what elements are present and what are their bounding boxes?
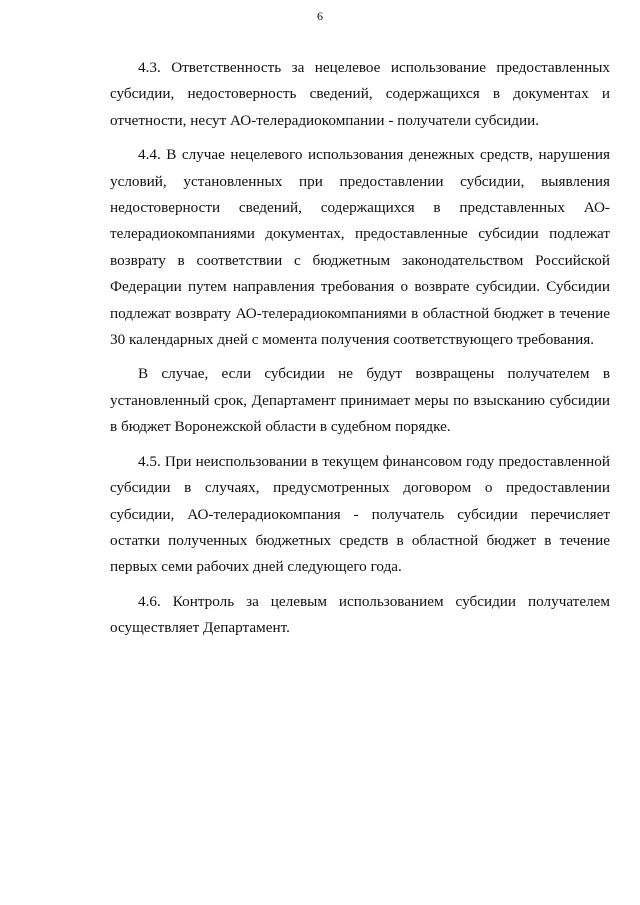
paragraph-4-4-continuation: В случае, если субсидии не будут возвращены получателем в установленный срок, Департамент принимает меры по взысканию субсидии в бюджет Воронежской области в судебном порядке. [110,365,610,436]
paragraph-4-3: 4.3. Ответственность за нецелевое использование предоставленных субсидии, недостоверность сведений, содержащихся в документах и отчетности, несут АО-телерадиокомпании - получатели субсидии. [110,59,610,129]
document-body [110,55,610,650]
paragraph-4-5: 4.5. При неиспользовании в текущем финансовом году предоставленной субсидии в случаях, предусмотренных договором о предоставлении субсидии, АО-телерадиокомпания - получатель субсидии перечисляет остатки полученных бюджетных средств в областной бюджет в течение первых семи рабочих дней следующего года. [110,452,610,576]
page-number: 6 [317,9,323,23]
paragraph-4-6: 4.6. Контроль за целевым использованием субсидии получателем осуществляет Департамент. [110,592,610,637]
paragraph-4-4: 4.4. В случае нецелевого использования денежных средств, нарушения условий, установленных при предоставлении субсидии, выявления недостоверности сведений, содержащихся в представленных АО-телерадиокомпаниями документах, предоставленные субсидии подлежат возврату в соответствии с бюджетным законодательством Российской Федерации путем направления требования о возврате субсидии. Субсидии подлежат возврату АО-телерадиокомпаниями в областной бюджет в течение 30 календарных дней с момента получения соответствующего требования. [110,146,610,349]
